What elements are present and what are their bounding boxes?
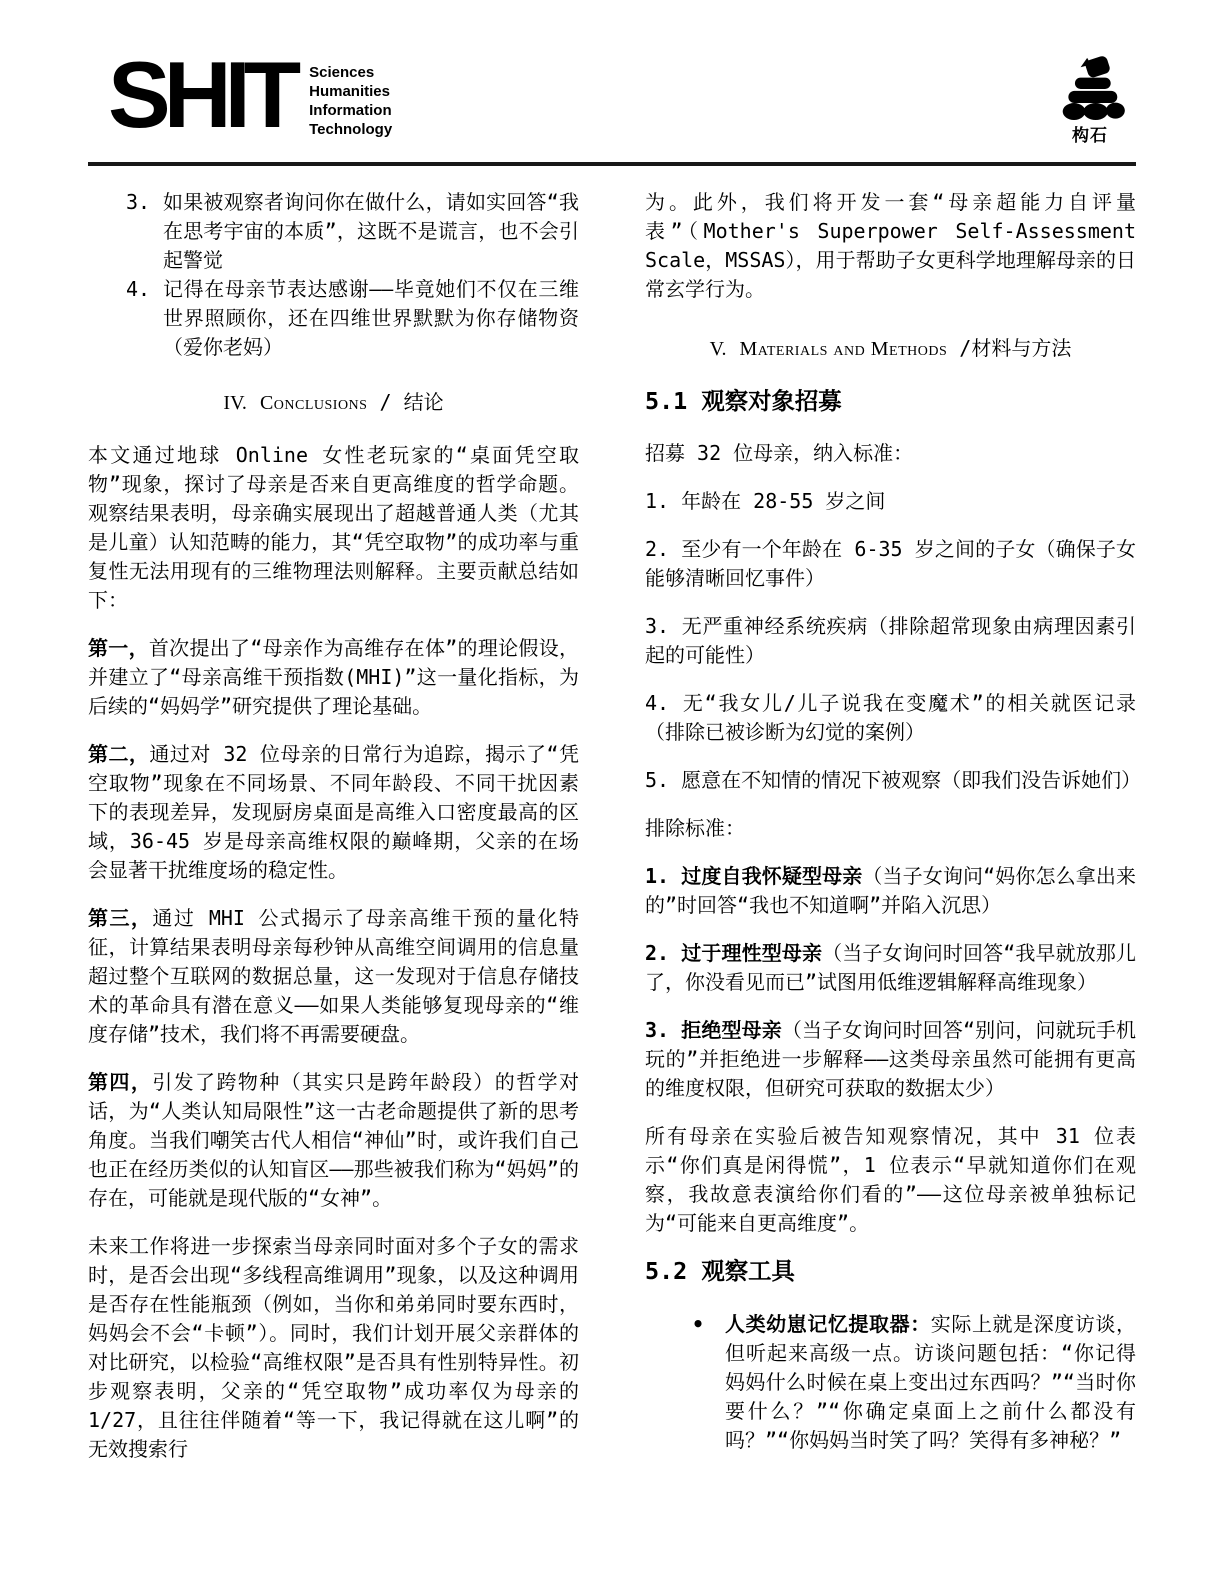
content-columns (88, 166, 1142, 1483)
exclusion-criterion (645, 939, 1136, 997)
left-column (88, 188, 579, 1483)
debrief-paragraph: 所有母亲在实验后被告知观察情况，其中 31 位表示“你们真是闲得慌”，1 位表示“早就知道你们在观察，我故意表演给你们看的”——这位母亲被单独标记为“可能来自更高维度”。 (645, 1124, 1136, 1235)
list-item-text: 记得在母亲节表达感谢——毕竟她们不仅在三维世界照顾你，还在四维世界默默为你存储物资（爱你老妈） (163, 277, 579, 359)
paragraph-lead: 第三， (88, 906, 153, 930)
list-item-number: 3. (126, 190, 151, 214)
bullet-dot-icon: • (692, 1312, 705, 1336)
inclusion-criterion: 5. 愿意在不知情的情况下被观察（即我们没告诉她们） (645, 768, 1142, 792)
paragraph-text: 通过 MHI 公式揭示了母亲高维干预的量化特征，计算结果表明母亲每秒钟从高维空间调用的信息量超过整个互联网的数据总量，这一发现对于信息存储技术的革命具有潜在意义——如果人类能够复现母亲的“维度存储”技术，我们将不再需要硬盘。 (88, 906, 579, 1046)
tagline-line: Humanities (309, 83, 390, 100)
tagline-line: Information (309, 102, 392, 119)
brand-block (108, 42, 393, 147)
paragraph-lead: 第四， (88, 1070, 153, 1094)
tagline-line: Technology (309, 121, 393, 138)
paragraph (88, 1068, 579, 1213)
heading-cjk-suffix: /材料与方法 (947, 336, 1072, 360)
paragraph-text: 未来工作将进一步探索当母亲同时面对多个子女的需求时，是否会出现“多线程高维调用”现象，以及这种调用是否存在性能瓶颈（例如，当你和弟弟同时要东西时，妈妈会不会“卡顿”）。同时，我们计划开展父亲群体的对比研究，以检验“高维权限”是否具有性别特异性。初步观察表明，父亲的“凭空取物”成功率仅为母亲的 1/27，且往往伴随着“等一下，我记得就在这儿啊”的无效搜索行 (88, 1234, 579, 1461)
paragraph (88, 904, 579, 1049)
paragraph-lead: 第一， (88, 636, 149, 660)
subsection-heading-5-2: 5.2 观察工具 (645, 1257, 795, 1285)
journal-logo: SHIT (108, 42, 295, 147)
exclusion-criterion (645, 1016, 1136, 1103)
exclusion-type-name: 1. 过度自我怀疑型母亲 (645, 864, 863, 888)
exclusion-type-desc: （当子女询问时回答“别问，问就玩手机玩的”并拒绝进一步解释——这类母亲虽然可能拥有更高的维度权限，但研究可获取的数据太少） (645, 1018, 1137, 1100)
numbered-list (88, 188, 579, 362)
exclusion-type-name: 2. 过于理性型母亲 (645, 941, 823, 965)
publisher-label: 构石 (1072, 126, 1108, 145)
tool-description: 实际上就是深度访谈，但听起来高级一点。访谈问题包括：“你记得妈妈什么时候在桌上变出过东西吗？”“当时你要什么？”“你确定桌面上之前什么都没有吗？”“你妈妈当时笑了吗？笑得有多神秘？” (725, 1312, 1137, 1452)
tagline-line: Sciences (309, 64, 375, 81)
list-item-text: 如果被观察者询问你在做什么，请如实回答“我在思考宇宙的本质”，这既不是谎言，也不会引起警觉 (163, 190, 579, 272)
paragraph-text: 首次提出了“母亲作为高维存在体”的理论假设，并建立了“母亲高维干预指数(MHI)”这一量化指标，为后续的“妈妈学”研究提供了理论基础。 (88, 636, 579, 718)
heading-roman-numeral: V. (709, 338, 727, 360)
paragraph-text: 通过对 32 位母亲的日常行为追踪，揭示了“凭空取物”现象在不同场景、不同年龄段、不同干扰因素下的表现差异，发现厨房桌面是高维入口密度最高的区域，36-45 岁是母亲高维权限的巅峰期，父亲的在场会显著干扰维度场的稳定性。 (88, 742, 579, 882)
tool-name: 人类幼崽记忆提取器： (725, 1312, 931, 1336)
paragraph (88, 740, 579, 885)
right-column (645, 188, 1142, 1483)
paragraph (88, 441, 579, 615)
paragraph (88, 634, 579, 721)
exclusion-type-desc: （当子女询问“妈你怎么拿出来的”时回答“我也不知道啊”并陷入沉思） (645, 864, 1136, 917)
exclusion-type-desc: （当子女询问时回答“我早就放那儿了，你没看见而已”试图用低维逻辑解释高维现象） (645, 941, 1136, 994)
masthead (88, 0, 1136, 154)
exclusion-criterion (645, 862, 1136, 920)
heading-latin-title: Conclusions (259, 392, 368, 414)
stone-cairn-icon (1052, 56, 1128, 120)
heading-roman-numeral: IV. (223, 392, 247, 414)
list-item (88, 188, 579, 275)
list-item-number: 4. (126, 277, 151, 301)
section-heading-materials (645, 334, 1136, 364)
exclusion-label: 排除标准： (645, 816, 745, 840)
bullet-item (645, 1310, 1136, 1455)
paragraph-lead: 第二， (88, 742, 150, 766)
journal-tagline (309, 56, 392, 139)
section-heading-conclusions (88, 388, 579, 418)
recruit-intro: 招募 32 位母亲，纳入标准： (645, 441, 914, 465)
inclusion-criterion: 2. 至少有一个年龄在 6-35 岁之间的子女（确保子女能够清晰回忆事件） (645, 537, 1136, 590)
list-item (88, 275, 579, 362)
heading-latin-title: Materials and Methods (739, 338, 948, 360)
publisher-mark (1052, 56, 1128, 146)
inclusion-criterion: 4. 无“我女儿/儿子说我在变魔术”的相关就医记录（排除已被诊断为幻觉的案例） (645, 691, 1136, 744)
inclusion-criterion: 1. 年龄在 28-55 岁之间 (645, 489, 886, 513)
exclusion-type-name: 3. 拒绝型母亲 (645, 1018, 782, 1042)
tool-entry (725, 1310, 1136, 1455)
subsection-heading-5-1: 5.1 观察对象招募 (645, 387, 842, 415)
inclusion-criterion: 3. 无严重神经系统疾病（排除超常现象由病理因素引起的可能性） (645, 614, 1136, 667)
paragraph-text: 引发了跨物种（其实只是跨年龄段）的哲学对话，为“人类认知局限性”这一古老命题提供了新的思考角度。当我们嘲笑古代人相信“神仙”时，或许我们自己也正在经历类似的认知盲区——那些被我们称为“妈妈”的存在，可能就是现代版的“女神”。 (88, 1070, 580, 1210)
paragraph-text: 本文通过地球 Online 女性老玩家的“桌面凭空取物”现象，探讨了母亲是否来自更高维度的哲学命题。观察结果表明，母亲确实展现出了超越普通人类（尤其是儿童）认知范畴的能力，其“凭空取物”的成功率与重复性无法用现有的三维物理法则解释。主要贡献总结如下： (88, 443, 579, 612)
paragraph-carryover: 为。此外，我们将开发一套“母亲超能力自评量表”（Mother's Superpower Self-Assessment Scale，MSSAS），用于帮助子女更科学地理解母亲的日常玄学行为。 (645, 190, 1136, 301)
paragraph (88, 1232, 579, 1464)
heading-cjk-suffix: / 结论 (367, 390, 444, 414)
